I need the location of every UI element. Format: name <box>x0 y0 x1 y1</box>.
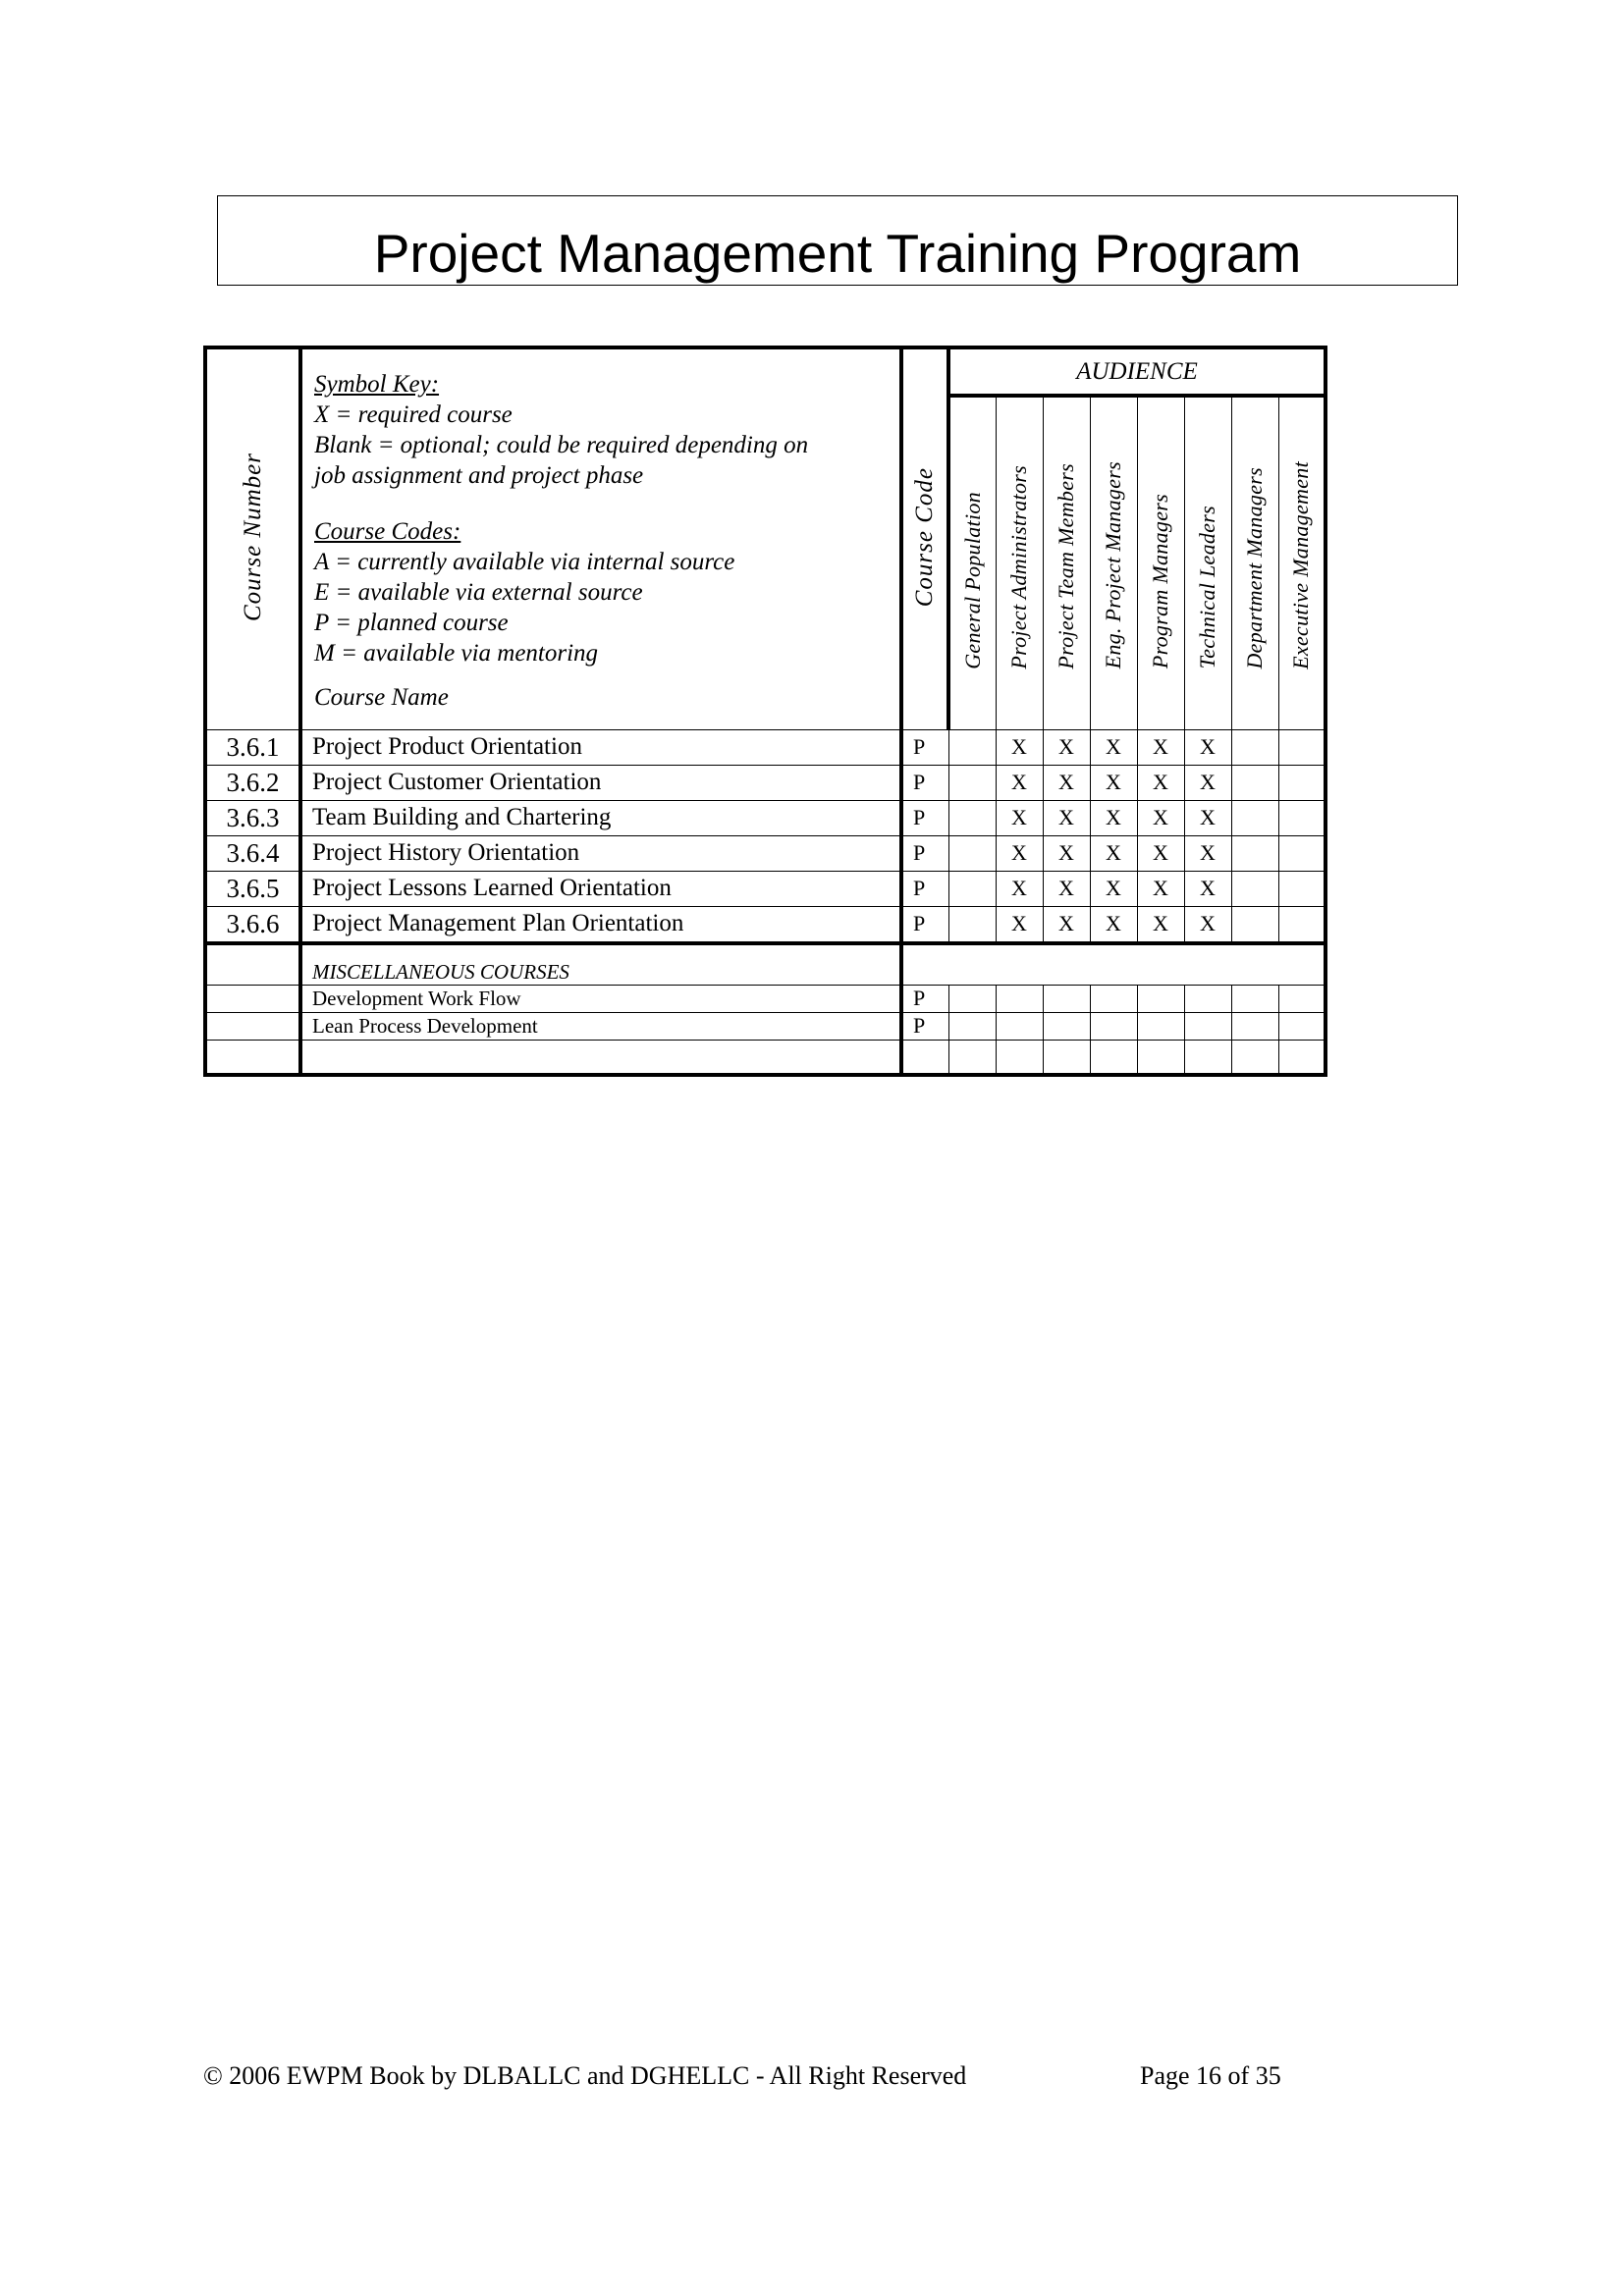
audience-header-cell <box>1043 396 1090 729</box>
audience-mark: X <box>1184 906 1231 943</box>
course-number: 3.6.1 <box>205 729 300 765</box>
misc-course-name: Lean Process Development <box>300 1012 901 1040</box>
audience-mark: X <box>996 835 1043 871</box>
audience-mark: X <box>1043 729 1090 765</box>
audience-mark: X <box>1090 835 1137 871</box>
audience-mark <box>1278 729 1325 765</box>
audience-mark: X <box>996 906 1043 943</box>
audience-mark <box>948 906 996 943</box>
course-name: Team Building and Chartering <box>300 800 901 835</box>
table-row <box>205 729 1325 765</box>
symbol-key-heading: Symbol Key: <box>314 371 440 398</box>
audience-mark: X <box>1043 906 1090 943</box>
table-row <box>205 906 1325 943</box>
page-title: Project Management Training Program <box>373 223 1302 284</box>
audience-mark <box>1231 906 1278 943</box>
training-matrix-table <box>203 346 1327 1077</box>
misc-course-code: P <box>901 1012 948 1040</box>
course-name: Project Lessons Learned Orientation <box>300 871 901 906</box>
table-row <box>205 800 1325 835</box>
footer-page-number: Page 16 of 35 <box>1140 2061 1281 2090</box>
symbol-key-cell <box>300 347 901 729</box>
audience-mark: X <box>996 800 1043 835</box>
empty-cell <box>901 943 1325 986</box>
course-code: P <box>901 800 948 835</box>
title-box <box>217 195 1458 286</box>
course-code: P <box>901 906 948 943</box>
audience-label: Department Managers <box>1242 466 1267 669</box>
course-code-line: M = available via mentoring <box>314 640 599 667</box>
header-row-top <box>205 347 1325 396</box>
audience-mark: X <box>1090 765 1137 800</box>
audience-mark: X <box>1043 871 1090 906</box>
audience-mark <box>1278 835 1325 871</box>
course-code-header-cell <box>901 347 948 729</box>
audience-mark <box>1231 800 1278 835</box>
empty-cell <box>300 1040 901 1075</box>
footer-copyright: © 2006 EWPM Book by DLBALLC and DGHELLC - All Right Reserved <box>203 2061 967 2090</box>
audience-mark <box>948 871 996 906</box>
misc-course-code: P <box>901 985 948 1012</box>
audience-mark: X <box>996 871 1043 906</box>
empty-cell <box>205 943 300 986</box>
audience-mark: X <box>996 765 1043 800</box>
table-row-empty <box>205 1040 1325 1075</box>
course-number: 3.6.2 <box>205 765 300 800</box>
audience-mark: X <box>1184 800 1231 835</box>
audience-header-cell <box>1090 396 1137 729</box>
audience-mark: X <box>1184 871 1231 906</box>
audience-mark <box>1278 906 1325 943</box>
misc-course-name: Development Work Flow <box>300 985 901 1012</box>
course-name-header: Course Name <box>314 684 449 711</box>
audience-mark: X <box>1137 765 1184 800</box>
empty-cell <box>205 1040 300 1075</box>
course-code: P <box>901 765 948 800</box>
audience-mark: X <box>1043 800 1090 835</box>
audience-label: Eng. Project Managers <box>1101 461 1125 669</box>
empty-cell <box>901 1040 948 1075</box>
table-row <box>205 1012 1325 1040</box>
course-number: 3.6.3 <box>205 800 300 835</box>
course-number-header-cell <box>205 347 300 729</box>
audience-header-cell <box>1278 396 1325 729</box>
symbol-key-line: job assignment and project phase <box>314 462 644 489</box>
course-number-header: Course Number <box>239 452 266 621</box>
course-number: 3.6.5 <box>205 871 300 906</box>
audience-label: Project Team Members <box>1054 462 1078 669</box>
audience-header-cell <box>1231 396 1278 729</box>
audience-mark: X <box>1090 906 1137 943</box>
audience-mark <box>948 729 996 765</box>
audience-mark <box>1231 765 1278 800</box>
symbol-key-line: Blank = optional; could be required depending on <box>314 432 809 458</box>
audience-label: Technical Leaders <box>1195 506 1219 669</box>
course-number: 3.6.6 <box>205 906 300 943</box>
course-code: P <box>901 729 948 765</box>
audience-mark: X <box>1043 765 1090 800</box>
course-code-line: E = available via external source <box>314 579 643 606</box>
table-row <box>205 985 1325 1012</box>
audience-mark: X <box>1090 871 1137 906</box>
audience-mark <box>948 765 996 800</box>
course-code: P <box>901 871 948 906</box>
audience-label: General Population <box>959 491 985 669</box>
course-name: Project Customer Orientation <box>300 765 901 800</box>
empty-cell <box>205 1012 300 1040</box>
course-code-header: Course Code <box>911 466 938 607</box>
audience-mark: X <box>996 729 1043 765</box>
audience-mark <box>1231 729 1278 765</box>
audience-mark <box>948 800 996 835</box>
misc-heading-row <box>205 943 1325 986</box>
course-code: P <box>901 835 948 871</box>
audience-mark: X <box>1184 729 1231 765</box>
audience-mark: X <box>1137 871 1184 906</box>
audience-header-cell <box>1137 396 1184 729</box>
audience-label: Program Managers <box>1148 494 1172 669</box>
audience-mark <box>948 835 996 871</box>
audience-mark: X <box>1184 765 1231 800</box>
audience-header-cell <box>948 396 996 729</box>
audience-label: Project Administrators <box>1006 464 1031 669</box>
misc-courses-heading: MISCELLANEOUS COURSES <box>300 943 901 986</box>
course-number: 3.6.4 <box>205 835 300 871</box>
audience-label: Executive Management <box>1288 460 1314 669</box>
symbol-key-line: X = required course <box>314 401 513 428</box>
audience-mark: X <box>1137 835 1184 871</box>
audience-header-cell <box>1184 396 1231 729</box>
audience-header: AUDIENCE <box>948 347 1325 396</box>
table-row <box>205 835 1325 871</box>
audience-mark: X <box>1043 835 1090 871</box>
course-name: Project Management Plan Orientation <box>300 906 901 943</box>
course-codes-heading: Course Codes: <box>314 518 461 545</box>
audience-mark: X <box>1090 729 1137 765</box>
course-code-line: A = currently available via internal source <box>314 549 735 575</box>
audience-mark <box>1278 871 1325 906</box>
audience-mark <box>1231 835 1278 871</box>
audience-mark <box>1231 871 1278 906</box>
table-row <box>205 871 1325 906</box>
course-code-line: P = planned course <box>314 610 509 636</box>
audience-mark: X <box>1184 835 1231 871</box>
audience-mark: X <box>1137 906 1184 943</box>
audience-mark <box>1278 765 1325 800</box>
audience-mark: X <box>1137 800 1184 835</box>
table-row <box>205 765 1325 800</box>
empty-cell <box>205 985 300 1012</box>
course-name: Project History Orientation <box>300 835 901 871</box>
audience-mark <box>1278 800 1325 835</box>
audience-mark: X <box>1137 729 1184 765</box>
course-name: Project Product Orientation <box>300 729 901 765</box>
audience-mark: X <box>1090 800 1137 835</box>
audience-header-cell <box>996 396 1043 729</box>
